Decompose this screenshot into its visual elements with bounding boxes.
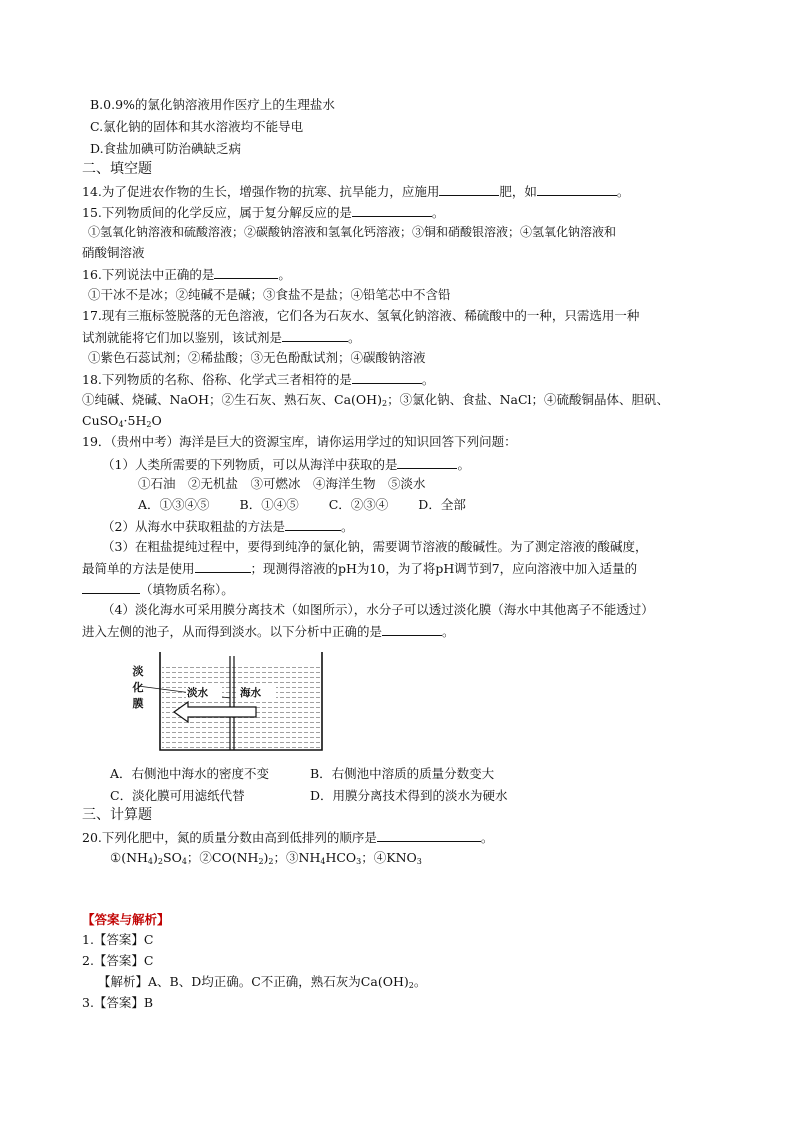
question-15 [82, 203, 444, 222]
answers-heading: 【答案与解析】 [82, 912, 170, 927]
subscript: 4 [147, 857, 154, 866]
q15-options-line2: 硝酸铜溶液 [82, 245, 145, 260]
fresh-water-label: 淡水 [187, 687, 208, 699]
q20-stem: 20.下列化肥中，氮的质量分数由高到低排列的顺序是 [82, 830, 377, 845]
subscript: 3 [356, 857, 362, 866]
q16-end: 。 [278, 267, 291, 282]
q20-end: 。 [480, 830, 494, 845]
subscript: 2 [146, 420, 152, 429]
answer-blank[interactable] [285, 517, 341, 531]
q18-stem: 18.下列物质的名称、俗称、化学式三者相符的是 [82, 372, 352, 387]
answer-blank[interactable] [195, 559, 251, 573]
subscript: 2 [258, 857, 264, 866]
answer-2: 2.【答案】C [82, 953, 154, 968]
answer-blank[interactable] [382, 622, 442, 636]
q18-opts-text: ①纯碱、烧碱、NaOH；②生石灰、熟石灰、Ca(OH) [82, 392, 382, 407]
q19-part4-choice-a[interactable]: A．右侧池中海水的密度不变 [110, 766, 270, 781]
q18-end: 。 [421, 372, 435, 387]
q13-option-c: C.氯化钠的固体和其水溶液均不能导电 [90, 119, 304, 134]
subscript: 4 [118, 420, 124, 429]
formula: ) [153, 850, 158, 865]
q19-part1-items: ①石油 ②无机盐 ③可燃冰 ④海洋生物 ⑤淡水 [138, 476, 426, 491]
subscript: 2 [408, 981, 414, 990]
sea-water-label: 海水 [240, 687, 261, 699]
membrane-label-char: 膜 [132, 697, 144, 710]
section-calc-heading: 三、计算题 [82, 807, 152, 823]
q15-options-line1: ①氢氧化钠溶液和硫酸溶液；②碳酸钠溶液和氢氧化钙溶液；③铜和硝酸银溶液；④氢氧化钠溶液和 [88, 225, 617, 239]
q16-stem: 16.下列说法中正确的是 [82, 267, 215, 282]
formula: HCO [325, 850, 357, 865]
subscript: 4 [181, 857, 187, 866]
formula: ；②CO(NH [186, 850, 259, 865]
answer-blank[interactable] [352, 203, 432, 217]
question-16 [82, 265, 291, 284]
answer-blank[interactable] [82, 580, 140, 594]
answer-blank[interactable] [352, 370, 422, 384]
q19-p4-end: 。 [442, 624, 455, 639]
q19-part1-choices [138, 496, 466, 514]
subscript: 2 [268, 857, 274, 866]
formula: SO [163, 850, 182, 865]
formula: ①(NH [110, 850, 148, 865]
membrane-label [130, 664, 146, 712]
q19-part4-choice-d[interactable]: D．用膜分离技术得到的淡水为硬水 [310, 788, 508, 803]
q19-p3-text: 最简单的方法是使用 [82, 561, 195, 576]
q20-options [110, 849, 422, 867]
formula: ) [263, 850, 269, 865]
q17-end: 。 [348, 330, 361, 345]
q18-options-line1 [82, 391, 669, 409]
q18-opts-text: ；③氯化钠、食盐、NaCl；④硫酸铜晶体、胆矾、 [387, 392, 670, 407]
q19-part1 [102, 455, 470, 474]
answer-1: 1.【答案】C [82, 932, 154, 947]
answer-blank[interactable] [282, 328, 348, 342]
q15-end: 。 [431, 205, 445, 220]
q19-p3-text: ；现测得溶液的pH为10，为了将pH调节到7，应向溶液中加入适量的 [250, 561, 638, 576]
q19-part4-line2 [82, 622, 455, 641]
answer-blank[interactable] [214, 265, 278, 279]
formula: O [151, 413, 162, 428]
q19-p2-end: 。 [340, 519, 354, 534]
q19-part4-choice-b[interactable]: B．右侧池中溶质的质量分数变大 [310, 766, 495, 781]
answer-blank[interactable] [397, 455, 457, 469]
membrane-label-char: 淡 [132, 665, 144, 678]
q19-p4-text: 进入左侧的池子，从而得到淡水。以下分析中正确的是 [82, 624, 383, 639]
question-20 [82, 828, 493, 847]
answer-blank[interactable] [377, 828, 481, 842]
q17-line2 [82, 328, 361, 347]
subscript: 3 [416, 857, 422, 866]
subscript: 2 [381, 399, 388, 408]
q15-stem: 15.下列物质间的化学反应，属于复分解反应的是 [82, 205, 352, 220]
q17-line1: 17.现有三瓶标签脱落的无色溶液，它们各为石灰水、氢氧化钠溶液、稀硫酸中的一种，只需选用一种 [82, 308, 640, 323]
section-fill-in-heading: 二、填空题 [82, 161, 152, 177]
choice-b[interactable]: B．①④⑤ [239, 497, 299, 512]
q19-part4-line1: （4）淡化海水可采用膜分离技术（如图所示），水分子可以透过淡化膜（海水中其他离子不能透过） [102, 602, 654, 617]
q14-stem: 14.为了促进农作物的生长，增强作物的抗寒、抗旱能力，应施用 [82, 184, 440, 199]
formula: ；④KNO [361, 850, 417, 865]
question-14 [82, 182, 629, 201]
q13-option-b: B.0.9%的氯化钠溶液用作医疗上的生理盐水 [90, 97, 335, 112]
answer-blank[interactable] [439, 182, 499, 196]
q14-mid: 肥，如 [499, 184, 537, 199]
formula: ·5H [123, 413, 147, 428]
explanation-text: 【解析】A、B、D均正确。C不正确，熟石灰为Ca(OH) [98, 974, 409, 989]
answer-2-explanation [98, 973, 426, 991]
q19-stem: 19．（贵州中考）海洋是巨大的资源宝库，请你运用学过的知识回答下列问题： [82, 434, 517, 449]
q19-p3-text: （填物质名称）。 [140, 582, 234, 597]
membrane-diagram-figure [130, 650, 330, 755]
q19-p1-end: 。 [457, 457, 470, 472]
formula: CuSO [82, 413, 119, 428]
explanation-text: 。 [413, 974, 427, 989]
formula: ；③NH [273, 850, 321, 865]
q19-part3-line2 [82, 559, 637, 578]
question-18 [82, 370, 434, 389]
q19-part3-line3 [82, 580, 234, 599]
q16-options: ①干冰不是冰；②纯碱不是碱；③食盐不是盐；④铅笔芯中不含铅 [88, 287, 451, 302]
membrane-diagram [130, 650, 330, 755]
q14-end: 。 [616, 184, 630, 199]
subscript: 2 [157, 857, 163, 866]
choice-c[interactable]: C．②③④ [328, 497, 389, 512]
q19-part2 [102, 517, 353, 536]
q19-p2-text: （2）从海水中获取粗盐的方法是 [102, 519, 285, 534]
answer-blank[interactable] [537, 182, 617, 196]
answer-3: 3.【答案】B [82, 995, 154, 1010]
membrane-label-char: 化 [132, 681, 144, 694]
q18-options-line2 [82, 412, 162, 430]
choice-a[interactable]: A．①③④⑤ [138, 497, 210, 512]
q19-part4-choice-c[interactable]: C．淡化膜可用滤纸代替 [110, 788, 245, 803]
q13-option-d: D.食盐加碘可防治碘缺乏病 [90, 141, 242, 156]
q17-options: ①紫色石蕊试剂；②稀盐酸；③无色酚酞试剂；④碳酸钠溶液 [88, 350, 426, 365]
subscript: 4 [320, 857, 326, 866]
choice-d[interactable]: D．全部 [418, 497, 466, 512]
q19-p1-text: （1）人类所需要的下列物质，可以从海洋中获取的是 [102, 457, 398, 472]
q19-part3-line1: （3）在粗盐提纯过程中，要得到纯净的氯化钠，需要调节溶液的酸碱性。为了测定溶液的酸碱度， [102, 539, 648, 554]
q17-stem: 试剂就能将它们加以鉴别，该试剂是 [82, 330, 283, 345]
